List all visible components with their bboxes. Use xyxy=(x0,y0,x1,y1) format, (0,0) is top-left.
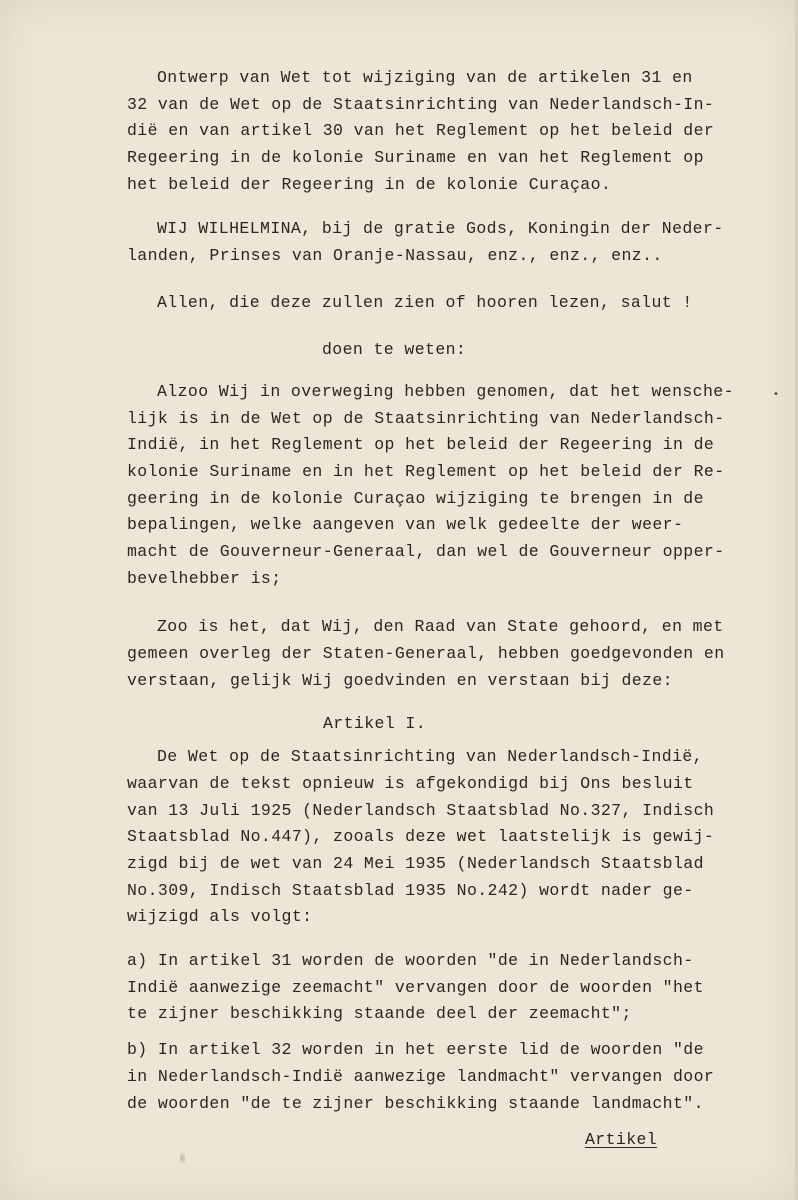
recital-line: Alzoo Wij in overweging hebben genomen, dat het wensche- xyxy=(157,382,734,401)
salutation: Allen, die deze zullen zien of hooren lezen, salut ! xyxy=(157,293,693,312)
article-line: No.309, Indisch Staatsblad 1935 No.242) wordt nader ge- xyxy=(127,881,694,900)
title-line: 32 van de Wet op de Staatsinrichting van Nederlandsch-In- xyxy=(127,95,715,114)
recital-line: lijk is in de Wet op de Staatsinrichting van Nederlandsch- xyxy=(127,409,725,428)
title-line: het beleid der Regeering in de kolonie Curaçao. xyxy=(127,175,612,194)
enactment-line: Zoo is het, dat Wij, den Raad van State gehoord, en met xyxy=(157,617,724,636)
catchword: Artikel xyxy=(585,1130,658,1149)
article-line: van 13 Juli 1925 (Nederlandsch Staatsblad No.327, Indisch xyxy=(127,801,715,820)
enactment-line: verstaan, gelijk Wij goedvinden en verstaan bij deze: xyxy=(127,671,673,690)
item-a-line: te zijner beschikking staande deel der zeemacht"; xyxy=(127,1004,632,1023)
title-line: Regeering in de kolonie Suriname en van het Reglement op xyxy=(127,148,704,167)
recital-line: bevelhebber is; xyxy=(127,569,282,588)
paper-speck xyxy=(180,1152,185,1164)
item-b-line: de woorden "de te zijner beschikking staande landmacht". xyxy=(127,1094,704,1113)
item-b-line: in Nederlandsch-Indië aanwezige landmacht" vervangen door xyxy=(127,1067,715,1086)
article-line: zigd bij de wet van 24 Mei 1935 (Nederlandsch Staatsblad xyxy=(127,854,704,873)
enactment-line: gemeen overleg der Staten-Generaal, hebben goedgevonden en xyxy=(127,644,725,663)
recital-line: bepalingen, welke aangeven van welk gedeelte der weer- xyxy=(127,515,684,534)
recital-line: Indië, in het Reglement op het beleid der Regeering in de xyxy=(127,435,715,454)
recital-line: kolonie Suriname en in het Reglement op het beleid der Re- xyxy=(127,462,725,481)
recital-line: macht de Gouverneur-Generaal, dan wel de Gouverneur opper- xyxy=(127,542,725,561)
recital-line: geering in de kolonie Curaçao wijziging te brengen in de xyxy=(127,489,704,508)
item-a-line: a) In artikel 31 worden de woorden "de in Nederlandsch- xyxy=(127,951,694,970)
proclamation: doen te weten: xyxy=(322,340,467,359)
title-line: Ontwerp van Wet tot wijziging van de artikelen 31 en xyxy=(157,68,693,87)
article-line: waarvan de tekst opnieuw is afgekondigd bij Ons besluit xyxy=(127,774,694,793)
article-line: wijzigd als volgt: xyxy=(127,907,313,926)
preamble-line: landen, Prinses van Oranje-Nassau, enz., enz., enz.. xyxy=(127,246,663,265)
title-line: dië en van artikel 30 van het Reglement op het beleid der xyxy=(127,121,715,140)
article-line: Staatsblad No.447), zooals deze wet laatstelijk is gewij- xyxy=(127,827,715,846)
preamble-line: WIJ WILHELMINA, bij de gratie Gods, Koningin der Neder- xyxy=(157,219,724,238)
article-line: De Wet op de Staatsinrichting van Nederlandsch-Indië, xyxy=(157,747,703,766)
article-heading: Artikel I. xyxy=(323,714,427,733)
margin-mark: • xyxy=(773,389,779,400)
item-b-line: b) In artikel 32 worden in het eerste lid de woorden "de xyxy=(127,1040,704,1059)
item-a-line: Indië aanwezige zeemacht" vervangen door de woorden "het xyxy=(127,978,704,997)
